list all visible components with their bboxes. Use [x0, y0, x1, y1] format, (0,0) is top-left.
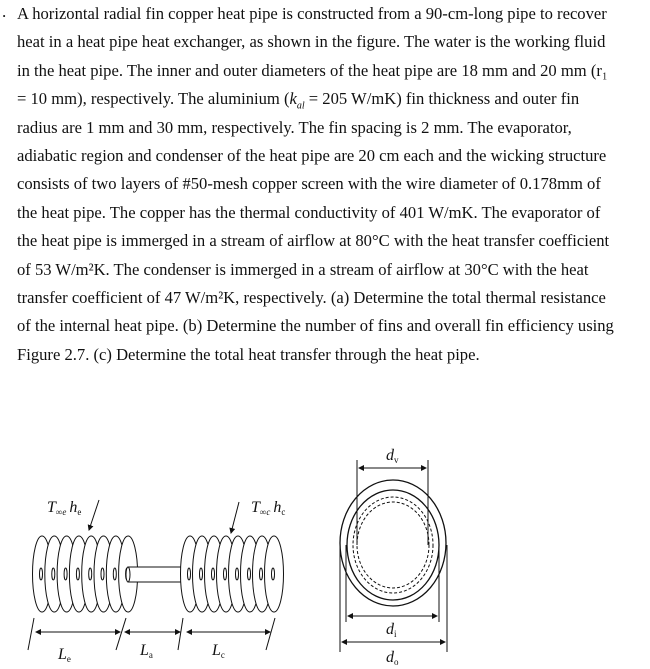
evaporator-arrow — [89, 500, 99, 530]
fin-hole — [200, 568, 203, 580]
fin-hole — [113, 568, 116, 580]
condenser-label: T∞c hc — [251, 499, 286, 517]
length-evaporator-label: Le — [58, 646, 71, 664]
text-line: of the internal heat pipe. (b) Determine the number of fins and overall fin efficiency using — [17, 316, 614, 336]
fin-hole — [40, 568, 43, 580]
text-line: adiabatic region and condenser of the heat pipe are 20 cm each and the wicking structure — [17, 145, 607, 165]
vapor-diameter-label: dv — [386, 447, 399, 465]
fin-hole — [272, 568, 275, 580]
fin-hole — [76, 568, 79, 580]
length-adiabatic-label: La — [140, 642, 153, 660]
fin-hole — [236, 568, 239, 580]
fin-hole — [89, 568, 92, 580]
text-segment: = 10 mm), respectively. The aluminium ( — [17, 89, 290, 109]
text-line: in the heat pipe. The inner and outer diameters of the heat pipe are 18 mm and 20 mm (r₁ — [17, 60, 608, 80]
text-line: consists of two layers of #50-mesh copper screen with the wire diameter of 0.178mm of — [17, 174, 601, 194]
k-symbol: k — [289, 89, 297, 109]
k-subscript: al — [296, 100, 305, 112]
text-line: the heat pipe. The copper has the thermal conductivity of 401 W/mK. The evaporator of — [17, 202, 601, 222]
text-line: heat in a heat pipe heat exchanger, as shown in the figure. The water is the working fluid — [17, 32, 606, 52]
adiabatic-pipe — [128, 567, 184, 582]
condenser-arrow — [231, 502, 239, 533]
fin-hole — [260, 568, 263, 580]
text-line: radius are 1 mm and 30 mm, respectively. The fin spacing is 2 mm. The evaporator, — [17, 117, 572, 137]
text-line: transfer coefficient of 47 W/m²K, respectively. (a) Determine the total thermal resistance — [17, 287, 606, 307]
evaporator-label: T∞e he — [47, 499, 82, 517]
pipe-end — [126, 567, 130, 582]
inner-diameter-label: di — [386, 621, 397, 639]
fin-hole — [101, 568, 104, 580]
heat-pipe-figure — [0, 430, 650, 669]
text-line: A horizontal radial fin copper heat pipe is constructed from a 90-cm-long pipe to recover — [17, 4, 607, 23]
text-line: Figure 2.7. (c) Determine the total heat transfer through the heat pipe. — [17, 344, 480, 364]
problem-statement — [17, 0, 650, 369]
fins-group — [33, 536, 284, 612]
text-line-kal — [17, 85, 650, 113]
outer-diameter-label: do — [386, 649, 399, 667]
text-segment: = 205 W/mK) fin thickness and outer fin — [304, 89, 580, 109]
fin-hole — [64, 568, 67, 580]
fin-hole — [188, 568, 191, 580]
fin-hole — [248, 568, 251, 580]
fin-hole — [52, 568, 55, 580]
fin-hole — [212, 568, 215, 580]
text-line: the heat pipe is immerged in a stream of airflow at 80°C with the heat transfer coefficient — [17, 231, 610, 251]
text-line: of 53 W/m²K. The condenser is immerged in a stream of airflow at 30°C with the heat — [17, 259, 589, 279]
fin-hole — [224, 568, 227, 580]
list-bullet: . — [2, 2, 7, 21]
length-condenser-label: Lc — [212, 642, 225, 660]
